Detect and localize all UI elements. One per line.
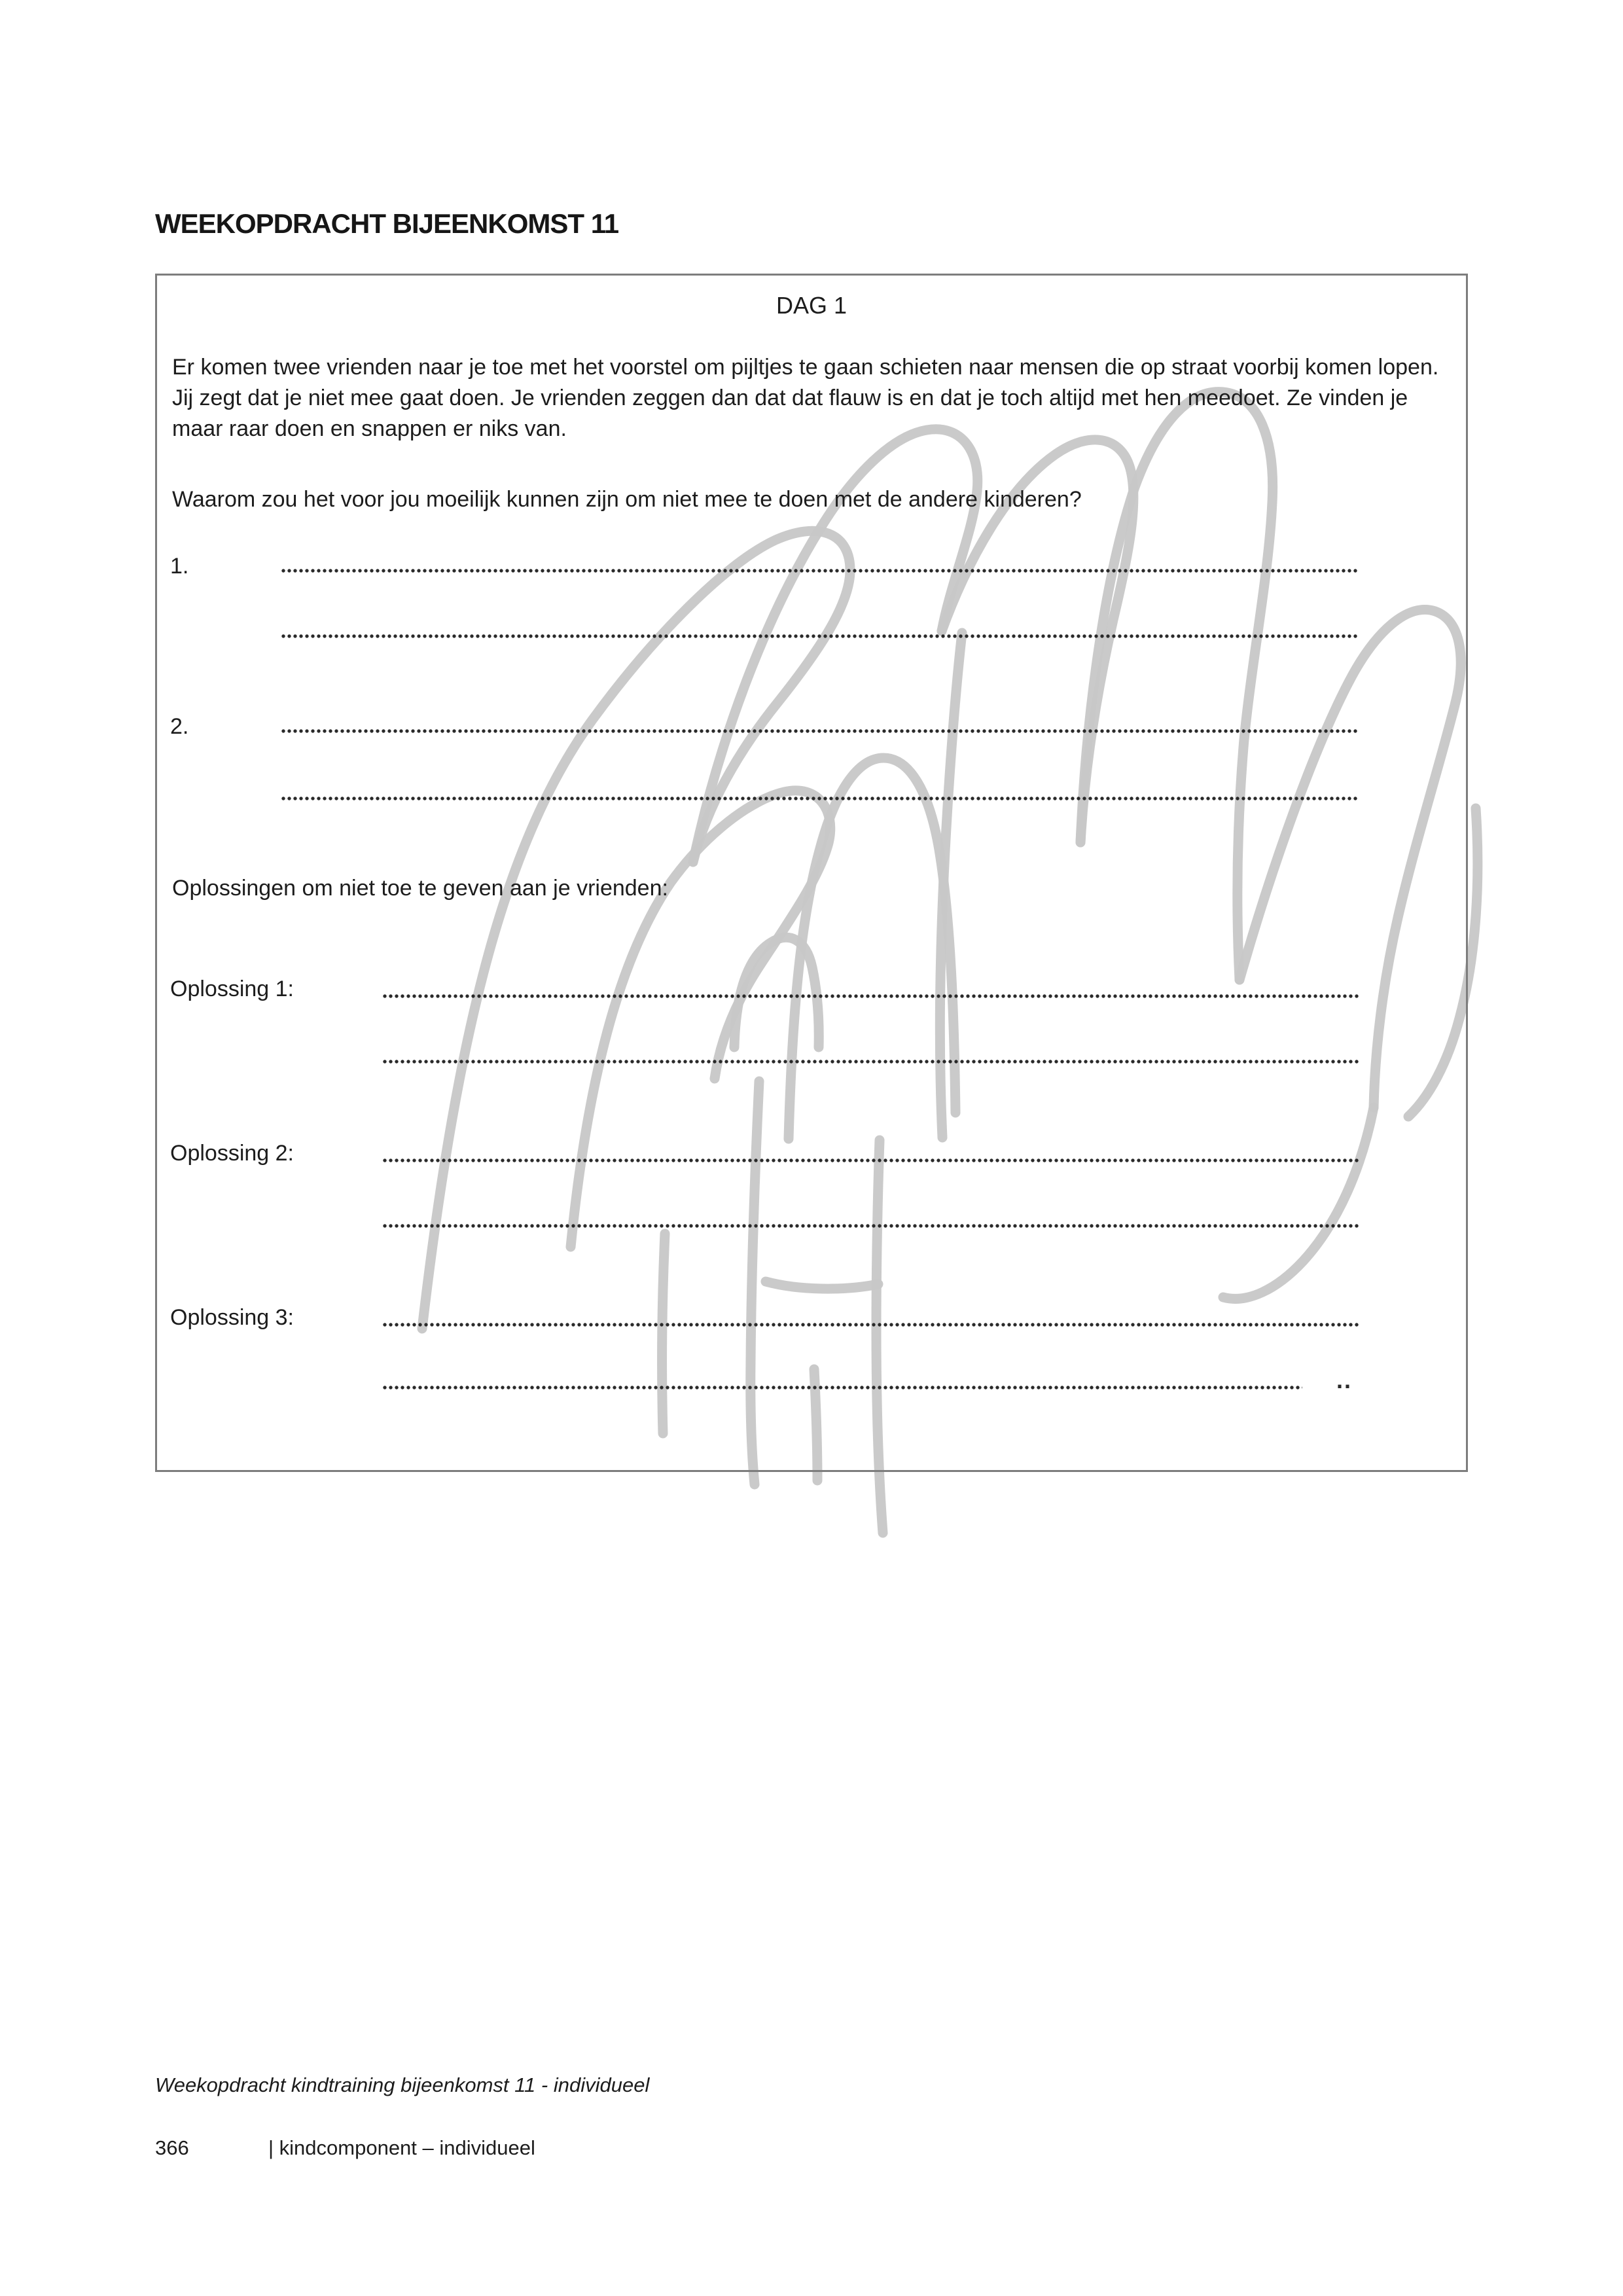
footer-section-line: | kindcomponent – individueel — [268, 2136, 535, 2159]
answer-line — [383, 1386, 1302, 1390]
day-heading: DAG 1 — [776, 292, 847, 319]
answer-line — [383, 1323, 1359, 1327]
trailing-dots: .. — [1336, 1367, 1353, 1393]
scenario-paragraph: Er komen twee vrienden naar je toe met het voorstel om pijltjes te gaan schieten naar mensen die op straat voorbij komen lopen. Jij zegt dat je niet mee gaat doen. Je vrienden zeggen dan dat dat flauw is en dat je toch altijd met hen meedoet. Ze vinden je maar raar doen en snappen er niks van. — [172, 355, 1439, 441]
question-text: Waarom zou het voor jou moeilijk kunnen zijn om niet mee te doen met de andere kinderen? — [172, 487, 1082, 512]
answer-line — [281, 797, 1359, 800]
answer-line — [281, 729, 1359, 733]
solution-label-3: Oplossing 3: — [170, 1305, 294, 1330]
answer-line — [281, 569, 1359, 573]
answer-line — [383, 1060, 1359, 1064]
solution-label-2: Oplossing 2: — [170, 1141, 294, 1166]
footer-source-line: Weekopdracht kindtraining bijeenkomst 11 - individueel — [155, 2073, 650, 2096]
solutions-intro: Oplossingen om niet toe te geven aan je vrienden: — [172, 876, 668, 901]
item-number-1: 1. — [170, 554, 189, 579]
solution-label-1: Oplossing 1: — [170, 977, 294, 1001]
footer-page-number: 366 — [155, 2136, 189, 2159]
answer-line — [383, 1158, 1359, 1162]
item-number-2: 2. — [170, 714, 189, 739]
page-title: WEEKOPDRACHT BIJEENKOMST 11 — [155, 208, 619, 239]
answer-line — [383, 994, 1359, 998]
answer-line — [383, 1224, 1359, 1228]
answer-line — [281, 634, 1359, 638]
worksheet-box — [155, 274, 1468, 1472]
